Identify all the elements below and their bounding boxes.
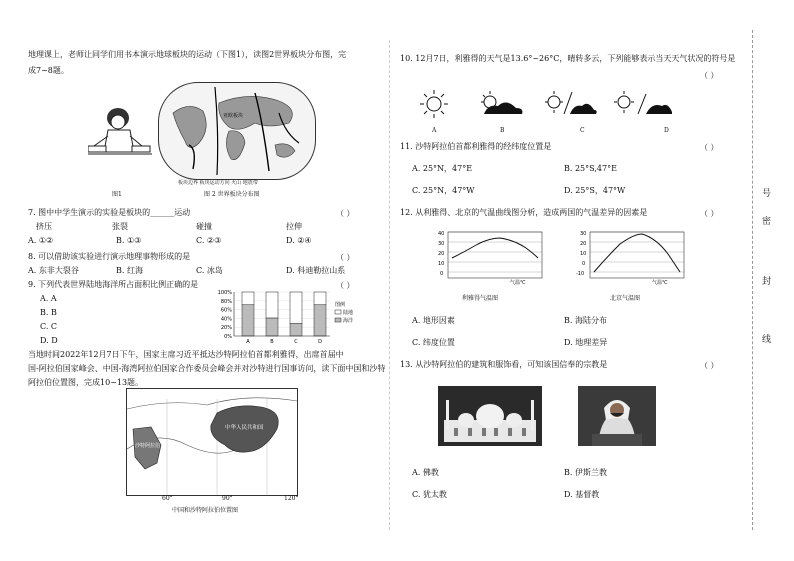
legend-land-swatch — [335, 310, 341, 314]
bar-sea-C — [290, 323, 302, 336]
weather-label-b: B — [500, 127, 505, 134]
q7-word-2: 张裂 — [112, 222, 128, 231]
y-tick-label: 100% — [217, 290, 232, 296]
q8-stem: 8. 可以借助该实验进行演示地理事物形成的是 — [28, 252, 191, 261]
weather-symbols — [418, 88, 718, 128]
q13-stem: 13. 从沙特阿拉伯的建筑和服饰看，可知该国信奉的宗教是 — [400, 360, 608, 369]
q9-option-b[interactable]: B. B — [40, 308, 57, 317]
map-tick-90: 90° — [222, 495, 233, 502]
q13-option-a[interactable]: A. 佛教 — [412, 468, 439, 477]
map-tick-60: 60° — [162, 495, 173, 502]
q7-stem: 7. 图中中学生演示的实验是板块的______运动 — [28, 208, 191, 217]
q13-option-b[interactable]: B. 伊斯兰教 — [564, 468, 607, 477]
map-tick-120: 120° — [284, 495, 299, 502]
beijing-unit-label: 气温℃ — [652, 280, 668, 286]
fig2-caption: 图 2 世界板块分布图 — [204, 191, 260, 198]
q12-answer-paren[interactable]: （ ） — [700, 209, 719, 218]
passage-line2: 国-阿拉伯国家峰会、中国-海湾阿拉伯国家合作委员会峰会并对沙特进行国事访问，读下面中国和沙特 — [28, 364, 386, 373]
bar-sea-D — [314, 305, 326, 336]
q11-option-a[interactable]: A. 25°N，47°E — [412, 164, 473, 173]
beijing-temp-chart — [576, 222, 696, 286]
svg-text:0: 0 — [582, 261, 586, 267]
x-category-label: D — [318, 339, 322, 345]
weather-label-d: D — [664, 127, 669, 134]
page-divider — [389, 40, 390, 530]
q12-option-d[interactable]: D. 地理差异 — [564, 338, 608, 347]
world-plate-map — [158, 82, 316, 180]
q11-stem: 11. 沙特阿拉伯首都利雅得的经纬度位置是 — [400, 142, 552, 151]
sun-divider-cloud-icon[interactable] — [545, 91, 597, 114]
svg-text:10: 10 — [438, 261, 445, 267]
bar-land-A — [242, 292, 254, 305]
q8-answer-paren[interactable]: （ ） — [336, 253, 355, 262]
bar-sea-A — [242, 305, 254, 336]
q8-option-d[interactable]: D. 科迪勒拉山系 — [286, 266, 346, 275]
riyadh-chart-caption: 利雅得气温图 — [462, 295, 499, 302]
q11-option-c[interactable]: C. 25°N，47°W — [412, 186, 475, 195]
svg-text:40: 40 — [438, 231, 445, 237]
riyadh-temp-curve — [452, 238, 538, 258]
fig1-caption: 图1 — [112, 191, 122, 198]
land-sea-bar-chart — [204, 288, 364, 346]
side-char-1: 号 — [762, 189, 772, 199]
q7-option-d[interactable]: D. ②④ — [286, 236, 312, 245]
q7-option-b[interactable]: B. ①③ — [116, 236, 142, 245]
riyadh-unit-label: 气温℃ — [510, 280, 526, 286]
bar-land-D — [314, 292, 326, 305]
y-tick-label: 20% — [220, 325, 232, 332]
side-char-2: 密 — [762, 217, 772, 227]
passage-line1: 当地时间2022年12月7日下午，国家主席习近平抵达沙特阿拉伯首都利雅得，出席首届中 — [28, 350, 344, 359]
q7-word-4: 拉伸 — [286, 222, 302, 231]
saudi-label: 沙特阿拉伯 — [135, 443, 161, 449]
sunny-icon[interactable] — [420, 90, 448, 118]
q11-option-b[interactable]: B. 25°S,47°E — [564, 164, 617, 173]
plate-map-legend: 板块边界 板块运动方向 火山 地震带 — [178, 180, 258, 186]
q7-answer-paren[interactable]: （ ） — [336, 209, 355, 218]
china-saudi-map — [126, 388, 298, 496]
y-tick-label: 60% — [220, 307, 232, 314]
weather-label-c: C — [580, 127, 585, 134]
x-category-label: B — [270, 339, 274, 345]
q13-option-c[interactable]: C. 犹太教 — [412, 490, 447, 499]
passage-line3: 阿拉伯位置图，完成10~13题。 — [28, 378, 144, 387]
mosque-photo — [438, 386, 542, 446]
q12-stem: 12. 从利雅得、北京的气温曲线图分析，造成两国的气温差异的因素是 — [400, 208, 648, 217]
q11-answer-paren[interactable]: （ ） — [700, 143, 719, 152]
beijing-chart-caption: 北京气温图 — [610, 295, 641, 302]
y-tick-label: 80% — [220, 298, 232, 305]
plate-label: 亚欧板块 — [223, 113, 244, 119]
student-figure — [88, 102, 152, 160]
person-photo — [578, 386, 656, 446]
bar-legend-title: 图例 — [335, 302, 346, 308]
china-label: 中华人民共和国 — [225, 425, 264, 431]
legend-land-label: 陆地 — [343, 310, 354, 316]
bar-sea-B — [266, 318, 278, 336]
q7-option-a[interactable]: A. ①② — [28, 236, 54, 245]
bar-land-C — [290, 292, 302, 323]
svg-text:20: 20 — [580, 241, 587, 247]
intro-text-line1: 地理课上，老师让同学们用书本演示地球板块的运动（下图1），读图2世界板块分布图，完 — [28, 50, 347, 59]
q8-option-a[interactable]: A. 东非大裂谷 — [28, 266, 79, 275]
svg-text:30: 30 — [580, 231, 587, 237]
svg-text:30: 30 — [438, 241, 445, 247]
sunny-to-cloudy-icon[interactable] — [481, 91, 522, 114]
plate-map-drawing — [159, 83, 315, 179]
weather-label-a: A — [432, 127, 437, 134]
q9-stem: 9. 下列代表世界陆地海洋所占面积比例正确的是 — [28, 280, 199, 289]
bar-land-B — [266, 292, 278, 318]
x-category-label: A — [246, 339, 250, 345]
sun-slash-cloud-icon[interactable] — [614, 91, 672, 114]
q7-option-c[interactable]: C. ②③ — [196, 236, 222, 245]
q12-option-b[interactable]: B. 海陆分布 — [564, 316, 607, 325]
q13-answer-paren[interactable]: （ ） — [700, 361, 719, 370]
x-category-label: C — [294, 339, 298, 345]
svg-text:10: 10 — [580, 251, 587, 257]
svg-text:0: 0 — [440, 271, 444, 277]
q9-answer-paren[interactable]: （ ） — [336, 281, 355, 290]
q11-option-d[interactable]: D. 25°S，47°W — [564, 186, 626, 195]
q10-stem: 10. 12月7日，利雅得的天气是13.6°~26°C，晴转多云，下列能够表示当天天气状况的符号是 — [400, 54, 736, 63]
q7-word-3: 碰撞 — [196, 222, 212, 231]
location-map-drawing — [127, 389, 297, 495]
q7-word-1: 挤压 — [36, 222, 52, 231]
y-tick-label: 40% — [220, 316, 232, 323]
q7-blank[interactable]: ______ — [150, 208, 175, 217]
q13-option-d[interactable]: D. 基督教 — [564, 490, 600, 499]
q12-option-c[interactable]: C. 纬度位置 — [412, 338, 455, 347]
legend-sea-label: 海洋 — [343, 318, 354, 324]
q10-answer-paren[interactable]: （ ） — [700, 71, 719, 80]
y-tick-label: 0% — [224, 334, 232, 340]
side-char-3: 封 — [762, 277, 772, 287]
q9-option-d[interactable]: D. D — [40, 336, 58, 345]
q8-option-c[interactable]: C. 冰岛 — [196, 266, 223, 275]
binding-line — [752, 30, 753, 530]
map-caption: 中国和沙特阿拉伯位置图 — [172, 507, 239, 514]
side-char-4: 线 — [762, 335, 772, 345]
q9-option-c[interactable]: C. C — [40, 322, 58, 331]
svg-text:-10: -10 — [576, 271, 585, 277]
legend-sea-swatch — [335, 318, 341, 322]
riyadh-temp-chart — [434, 222, 554, 286]
q8-option-b[interactable]: B. 红海 — [116, 266, 143, 275]
q9-option-a[interactable]: A. A — [40, 294, 57, 303]
q12-option-a[interactable]: A. 地形因素 — [412, 316, 455, 325]
svg-text:20: 20 — [438, 251, 445, 257]
beijing-temp-curve — [594, 234, 680, 272]
intro-text-line2: 成7~8题。 — [28, 66, 69, 75]
